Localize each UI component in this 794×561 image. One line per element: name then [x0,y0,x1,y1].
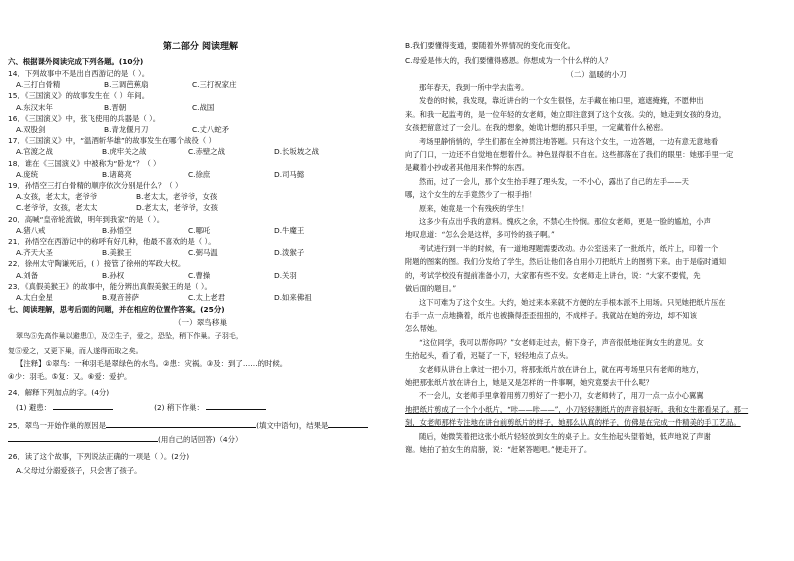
q24-answer-blank-1[interactable] [53,401,113,410]
left-column [8,40,393,477]
story2-line: 这多少有点出乎我的意料。愧疚之余，不禁心生怜悯。那位女老师，更是一脸的尴尬，小声 [419,217,711,227]
answer-option: A.刘备 [16,270,39,280]
question-options [8,247,393,258]
answer-option: A.官渡之战 [16,147,53,157]
story2-line: 女孩把留意过了一会儿。在我的想象，她诡计想的那只手里，一定藏着什么秘密。 [405,123,668,133]
question-options [8,169,393,180]
q25-suffix: (用自己的话回答)（4分） [158,435,243,445]
answer-option: C.太上老君 [188,293,226,303]
story2-line: 哪，这个女生的左手竟然少了一根手指！ [405,190,537,200]
story2-line: 她把那张纸片放在讲台上，她是又是怎样的一件事啊，她究竟要去干什么呢？ [405,377,654,387]
story2-line: 不一会儿，女老师手里拿着用剪刀剪好了一把小刀，女老师转了，用刀一点一点小心翼翼 [419,391,704,401]
story1-notes [8,358,393,383]
story2-line: 向了门口，一边还不自觉地在想着什么。神色显得很不自在。这些都落在了我们的眼里：她那手里一定 [405,150,734,160]
answer-option: C.赤壁之战 [188,147,226,157]
answer-option: B.孙权 [102,270,125,280]
answer-option: B.老太太，老爷爷，女孩 [136,192,218,202]
answer-option: B.观音菩萨 [102,293,139,303]
story2-line: 那年春天，我到一所中学去监考。 [419,83,529,92]
question-options [8,102,393,113]
right-column [405,38,788,456]
answer-option: A.庞统 [16,169,39,179]
story2-line: 随后，她微笑着把这张小纸片轻轻放到女生的桌子上。女生抬起头望着她，低声地说了声谢 [419,431,711,441]
q25-blank-1[interactable] [106,419,256,428]
q26-option-b: B.我们要懂得变通，要随着外界情况的变化而变化。 [405,41,576,50]
q24-item-2: (2) 稍下作巢： [154,402,204,412]
q26-option-c: C.母爱是伟大的，我们要懂得感恩。你想成为一个什么样的人？ [405,56,613,65]
answer-option: C.哪吒 [188,225,211,235]
answer-option: A.三打白骨精 [16,80,61,90]
answer-option: A.双股剑 [16,125,46,135]
section-7-heading: 七、阅读理解，思考后面的问题，并在相应的位置作答案。(25分) [8,305,225,315]
answer-option: B.三调芭蕉扇 [104,80,149,90]
question-26: 26．读了这个故事，下列说法正确的一项是（ ）。(2分) [8,452,190,462]
story1-line: 复⑤爱之，又更下巢，而人遂得而取之矣。 [8,345,143,355]
q25-blank-3[interactable] [8,433,158,442]
story1-line: 翠鸟⑤先高作巢以避患①，及②生子，爱之，恐坠，稍下作巢。子羽毛， [16,331,243,341]
question-options [8,146,393,157]
story2-line: 考试进行到一半的时候，有一道地理题需要改动。办公室送来了一批纸片，纸片上，印着一个 [419,243,719,253]
question-options [8,270,393,281]
question-stem: 21．孙悟空在西游记中的称呼有好几种，他最不喜欢的是（ ）。 [8,237,216,247]
question-options [8,79,393,90]
story2-text [405,81,788,456]
story2-line: 然而，过了一会儿，那个女生抬手理了理头发，一不小心，露出了自己的左手——天 [419,176,689,186]
story2-line: 谢。她拍了拍女生的肩膀，说：“赶紧答题吧。”便走开了。 [405,444,592,454]
multiple-choice-list [8,68,393,303]
answer-option: B.晋朝 [104,102,127,112]
answer-option: D.司马懿 [274,169,305,179]
story2-line: 来。和我一起监考的，是一位年轻的女老师，她立即注意到了这个女孩。尖的，她走到女孩的身边， [405,109,727,119]
story2-line: 女老师从讲台上拿过一把小刀，将那张纸片放在讲台上，就在再考场里只有老师的地方， [419,364,704,374]
answer-option: B.虎牢关之战 [102,147,147,157]
question-options [8,124,393,135]
answer-option: A.女孩，老太太，老爷爷 [16,192,98,202]
answer-option: A.猪八戒 [16,225,46,235]
story2-line: 刻，女老师那样专注地在讲台前剪纸片的样子，她那么认真的样子，仿佛是在完成一件精美的手工艺品。 [405,418,741,428]
answer-option: D.泼猴子 [274,248,305,258]
question-stem: 18．谁在《三国演义》中被称为“卧龙”？（ ） [8,158,161,168]
answer-option: C.曹操 [188,270,211,280]
q24-answer-blank-2[interactable] [206,401,266,410]
answer-option: B.青龙偃月刀 [104,125,149,135]
answer-option: A.齐天大圣 [16,248,53,258]
answer-option: D.牛魔王 [274,225,305,235]
story2-line: 附题的图案的图。我们分发给了学生，然后让他们各自用小刀把纸片上的图剪下来。由于是临时通知 [405,257,727,267]
story2-line: 考场里静悄悄的，学生们都在全神贯注地答题。只有这个女生，一边答题，一边有意无意地看 [419,136,719,146]
story2-line: 生抬起头，看了看，迟疑了一下，轻轻地点了点头。 [405,351,573,361]
answer-option: C.弼马温 [188,248,218,258]
q25-prefix: 25．翠鸟一开始作巢的原因是 [8,420,107,430]
question-25-line2 [8,433,393,445]
story2-title: （二）温暖的小刀 [566,70,627,79]
story2-line: 做后面的题目。” [405,284,457,294]
question-options [8,202,393,213]
q26-option-a: A.父母过分溺爱孩子，只会害了孩子。 [16,466,142,476]
q25-blank-2[interactable] [328,419,368,428]
question-stem: 15．《三国演义》的故事发生在（ ）年间。 [8,91,150,101]
question-24-items [8,401,393,413]
story2-line: 的，考试学校没有提前准备小刀，大家都有些不安。女老师走上讲台，说：“大家不要慌，先 [405,270,701,280]
note-line: ④少：羽毛。⑤复：又。⑥爱：爱护。 [8,371,132,381]
story2-line: 右手一点一点地撕着，纸片也被撕得歪歪扭扭的，不成样子。我就站在她的旁边，却不知该 [405,310,697,320]
story2-line: 发卷的时候，我发现，靠近讲台的一个女生很怪，左手藏在袖口里，遮遮掩掩，不愿伸出 [419,96,704,106]
story2-line: 怎么帮她。 [405,324,442,334]
story2-line: 是藏着小抄或者其他用来作弊的东西。 [405,163,530,173]
answer-option: C.丈八蛇矛 [192,125,230,135]
story2-line: 地叹息道：“怎么会是这样，多可怜的孩子啊。” [405,230,555,240]
answer-option: C.三打祝家庄 [192,80,237,90]
answer-option: C.战国 [192,102,215,112]
q25-mid: (填文中语句)，结果是 [256,420,329,430]
story2-line: 地把纸片剪成了一个个小纸片，“咔——咔——”，小刀轻轻割纸片的声音很好听。我和女生都看呆了。那一 [405,404,749,414]
question-stem: 19．孙悟空三打白骨精的顺序依次分别是什么？（ ） [8,181,183,191]
answer-option: B.孙悟空 [102,225,132,235]
question-stem: 22．徐州太守陶谦死后，( ）接管了徐州的军政大权。 [8,259,186,269]
answer-option: D.长坂坡之战 [274,147,319,157]
answer-option: B.诸葛亮 [102,169,132,179]
question-stem: 17．《三国演义》中，“温酒斩华雄”的故事发生在哪个战役（ ） [8,136,216,146]
question-options [8,292,393,303]
question-stem: 23．《真假美猴王》的故事中，能分辨出真假美猴王的是（ ）。 [8,281,212,291]
story1-text [8,329,393,358]
answer-option: B.美猴王 [102,248,132,258]
answer-option: D.老太太，老爷爷，女孩 [136,203,218,213]
answer-option: D.如来佛祖 [274,293,312,303]
answer-option: D.关羽 [274,270,297,280]
part-title: 第二部分 阅读理解 [162,42,239,52]
story2-line: 原来，她竟是一个有残疾的学生！ [419,203,529,213]
question-stem: 20．高喊“皇帝轮流做，明年到我家”的是（ ）。 [8,214,165,224]
story1-title: （一）翠鸟移巢 [173,318,228,328]
story2-line: 这下可难为了这个女生。大约，她过来本来就不方便的左手根本派不上用场。只见她把纸片压在 [419,297,726,307]
question-stem: 16．《三国演义》中，张飞使用的兵器是（ ）。 [8,113,161,123]
question-stem: 14．下列故事中不是出自西游记的是（ ）。 [8,69,150,78]
question-25 [8,419,393,431]
answer-option: A.太白金星 [16,293,53,303]
answer-option: A.东汉末年 [16,102,53,112]
section-6-heading: 六、根据课外阅读完成下列各题。(10分) [8,57,144,66]
question-24: 24．解释下列加点的字。(4分) [8,388,110,398]
answer-option: C.徐庶 [188,169,211,179]
story2-line: “这位同学，我可以帮你吗？”女老师走过去，俯下身子，声音很低地征询女生的意见。女 [419,337,704,347]
question-options [8,225,393,236]
answer-option: C.老爷爷，女孩，老太太 [16,203,98,213]
q24-item-1: (1) 避患： [16,402,51,412]
question-options [8,191,393,202]
note-line: 【注释】①翠鸟：一种羽毛是翠绿色的水鸟。②患：灾祸。③及：到了……的时候。 [16,359,288,369]
